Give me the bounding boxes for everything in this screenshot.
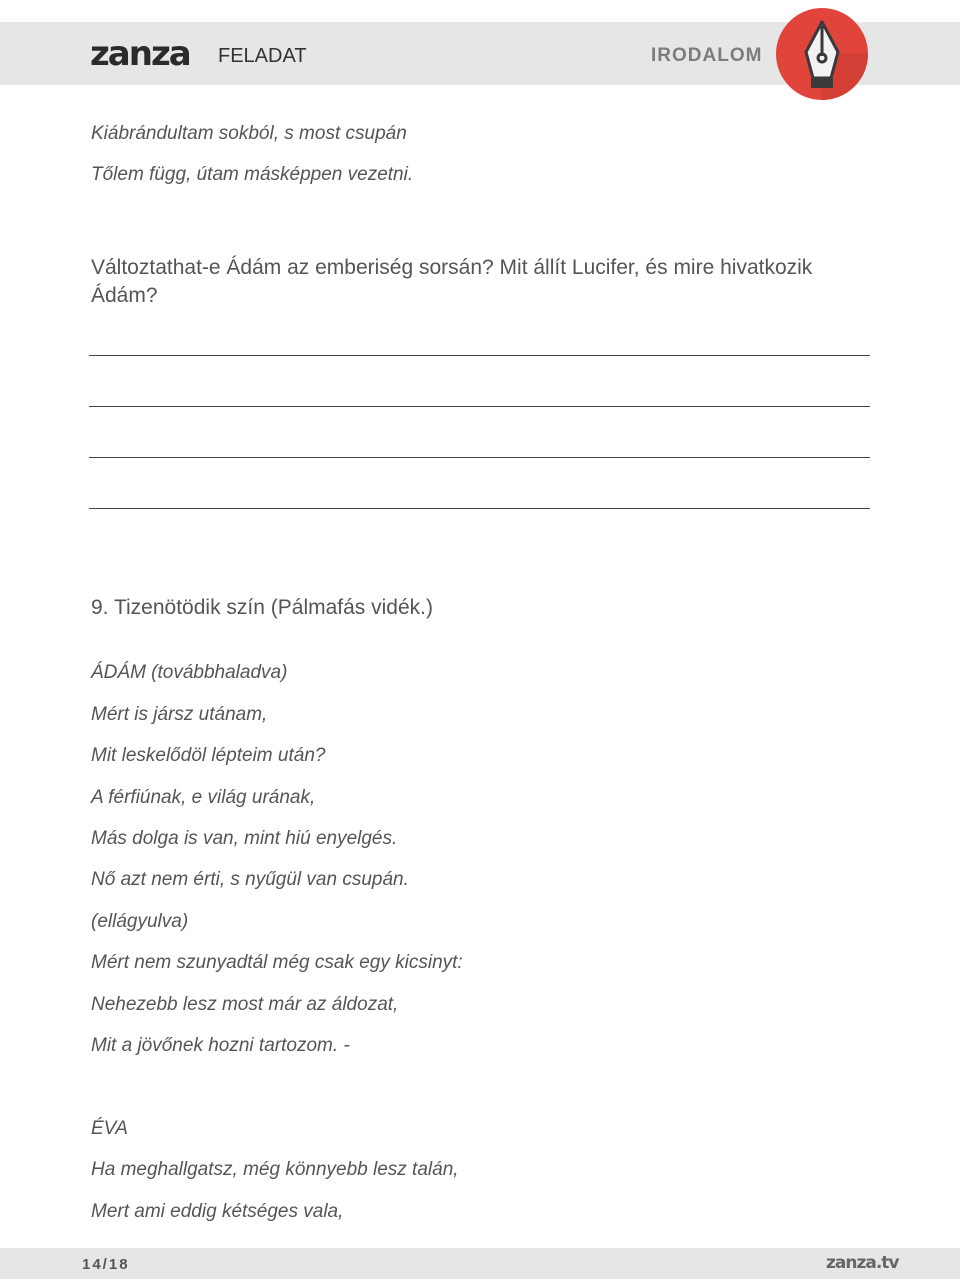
answer-line-1[interactable]: [89, 355, 870, 356]
footer-brand-logo[interactable]: zanza.tv: [826, 1253, 899, 1273]
section-heading: 9. Tizenötödik szín (Pálmafás vidék.): [91, 596, 433, 619]
page-number: 14/18: [82, 1256, 130, 1273]
adam-line-10: Mit a jövőnek hozni tartozom. -: [91, 1035, 350, 1056]
eva-line-1: ÉVA: [91, 1118, 128, 1139]
page-footer: [0, 1248, 960, 1279]
answer-line-2[interactable]: [89, 406, 870, 407]
intro-poem-line-2: Tőlem függ, útam másképpen vezetni.: [91, 164, 414, 185]
adam-line-4: A férfiúnak, e világ urának,: [91, 787, 316, 808]
adam-line-3: Mit leskelődöl lépteim után?: [91, 745, 326, 766]
doc-type-label: FELADAT: [218, 45, 307, 67]
answer-line-4[interactable]: [89, 508, 870, 509]
adam-line-9: Nehezebb lesz most már az áldozat,: [91, 994, 399, 1015]
adam-line-5: Más dolga is van, mint hiú enyelgés.: [91, 828, 398, 849]
adam-line-8: Mért nem szunyadtál még csak egy kicsinyt:: [91, 952, 463, 973]
adam-line-2: Mért is jársz utánam,: [91, 704, 268, 725]
brand-logo[interactable]: zanza: [90, 34, 190, 74]
adam-line-1: ÁDÁM (továbbhaladva): [91, 662, 288, 683]
eva-line-2: Ha meghallgatsz, még könnyebb lesz talán,: [91, 1159, 459, 1180]
adam-line-6: Nő azt nem érti, s nyűgül van csupán.: [91, 869, 409, 890]
adam-line-7: (ellágyulva): [91, 911, 189, 932]
eva-line-3: Mert ami eddig kétséges vala,: [91, 1201, 344, 1222]
subject-label: IRODALOM: [651, 45, 763, 66]
fountain-pen-icon: [776, 8, 868, 100]
answer-line-3[interactable]: [89, 457, 870, 458]
intro-poem-line-1: Kiábrándultam sokból, s most csupán: [91, 123, 407, 144]
task-question: Változtathat-e Ádám az emberiség sorsán? Mit állít Lucifer, és mire hivatkozik Ádám?: [91, 256, 813, 307]
